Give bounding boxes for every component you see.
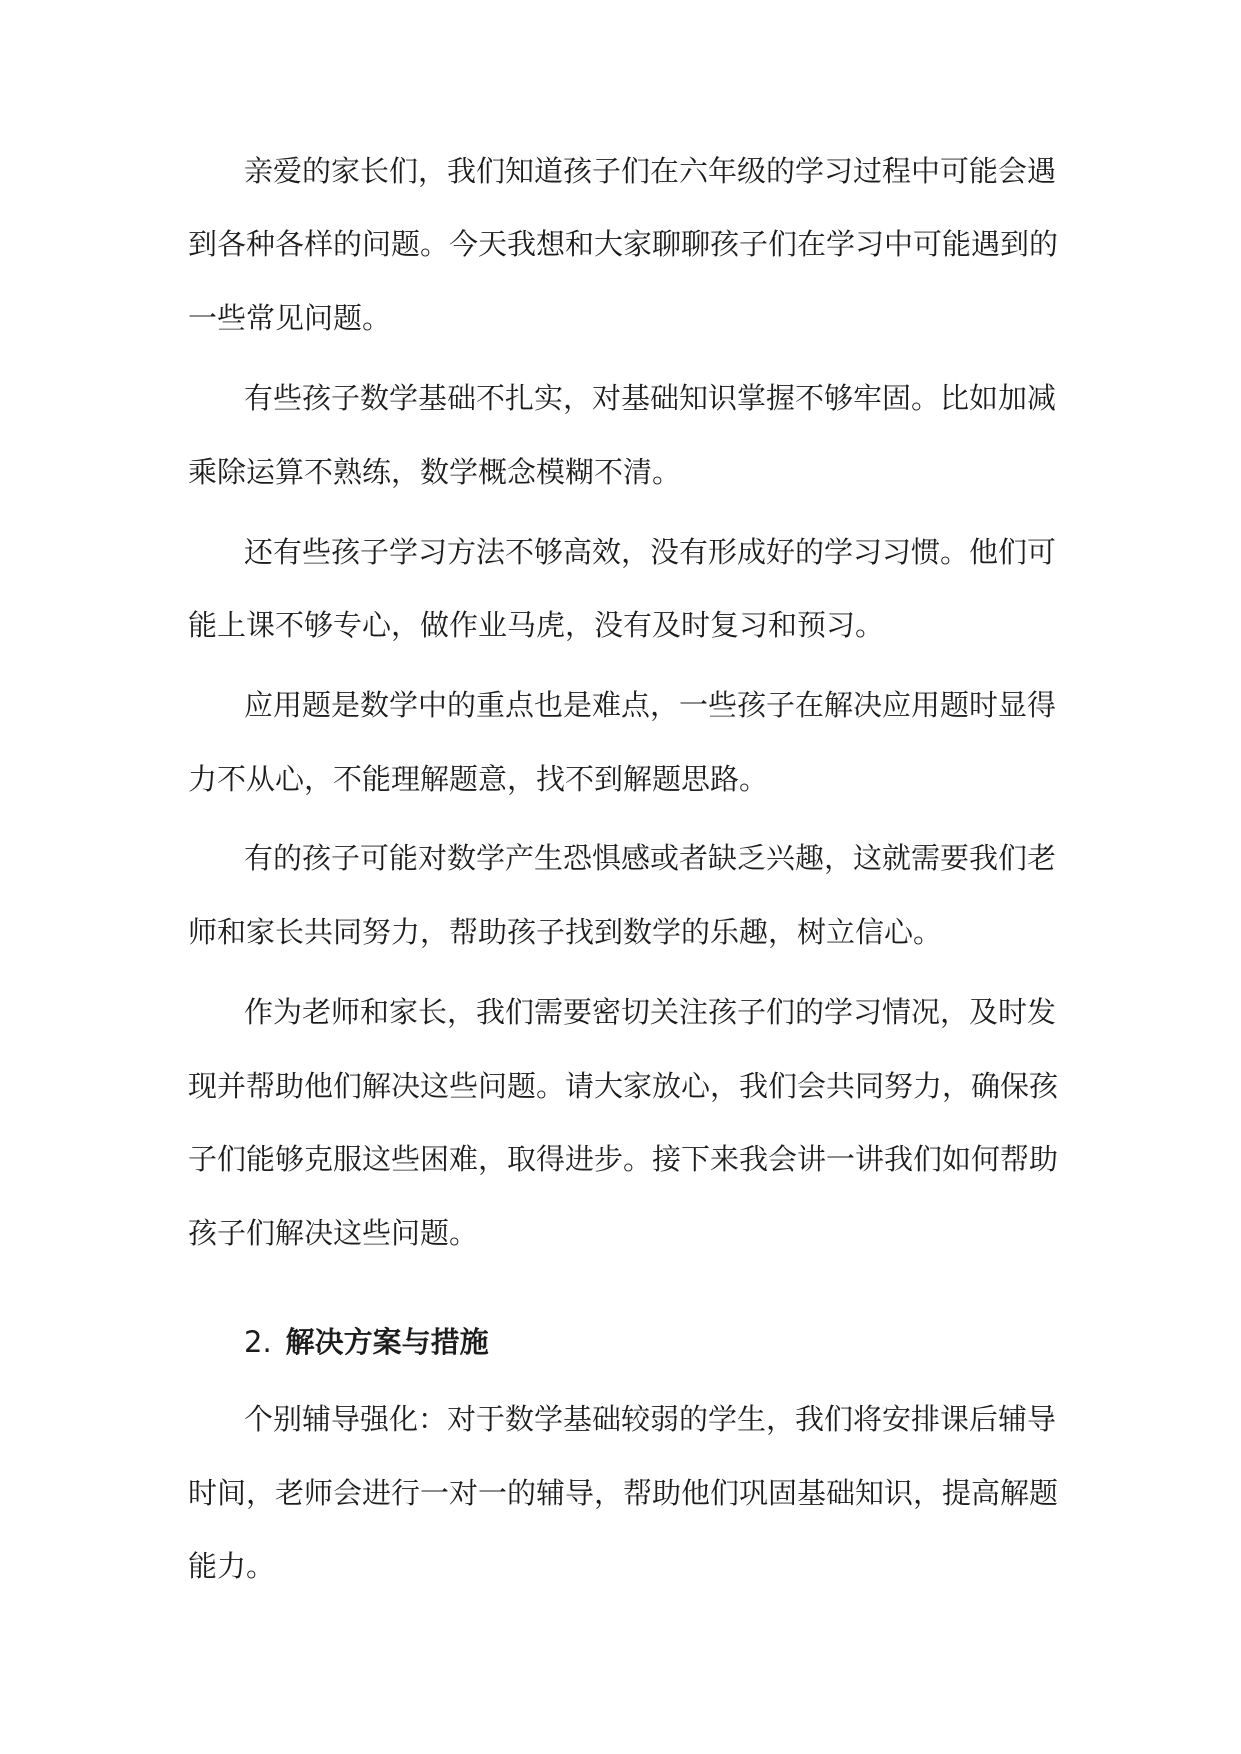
text-line: 一些常见问题。 [188, 301, 392, 335]
text-line: 能上课不够专心，做作业马虎，没有及时复习和预习。 [188, 608, 885, 642]
text-line: 时间，老师会进行一对一的辅导，帮助他们巩固基础知识，提高解题 [188, 1476, 1059, 1510]
text-line: 孩子们解决这些问题。 [188, 1216, 479, 1250]
text-line: 现并帮助他们解决这些问题。请大家放心，我们会共同努力，确保孩 [188, 1069, 1059, 1103]
text-line: 子们能够克服这些困难，取得进步。接下来我会讲一讲我们如何帮助 [188, 1142, 1059, 1176]
text-line: 有些孩子数学基础不扎实，对基础知识掌握不够牢固。比如加减 [244, 381, 1057, 415]
text-line: 还有些孩子学习方法不够高效，没有形成好的学习习惯。他们可 [244, 535, 1057, 569]
section-title: 解决方案与措施 [285, 1325, 489, 1359]
text-line: 到各种各样的问题。今天我想和大家聊聊孩子们在学习中可能遇到的 [188, 227, 1059, 261]
text-line: 力不从心，不能理解题意，找不到解题思路。 [188, 762, 769, 796]
text-line: 作为老师和家长，我们需要密切关注孩子们的学习情况，及时发 [244, 995, 1057, 1029]
section-number: 2. [244, 1325, 272, 1359]
text-line: 有的孩子可能对数学产生恐惧感或者缺乏兴趣，这就需要我们老 [244, 841, 1057, 875]
text-line: 师和家长共同努力，帮助孩子找到数学的乐趣，树立信心。 [188, 915, 943, 949]
section-heading [244, 1324, 489, 1360]
text-line: 能力。 [188, 1549, 276, 1583]
text-line: 个别辅导强化：对于数学基础较弱的学生，我们将安排课后辅导 [244, 1402, 1057, 1436]
text-line: 应用题是数学中的重点也是难点，一些孩子在解决应用题时显得 [244, 688, 1057, 722]
text-line: 亲爱的家长们，我们知道孩子们在六年级的学习过程中可能会遇 [244, 154, 1057, 188]
text-line: 乘除运算不熟练，数学概念模糊不清。 [188, 455, 682, 489]
